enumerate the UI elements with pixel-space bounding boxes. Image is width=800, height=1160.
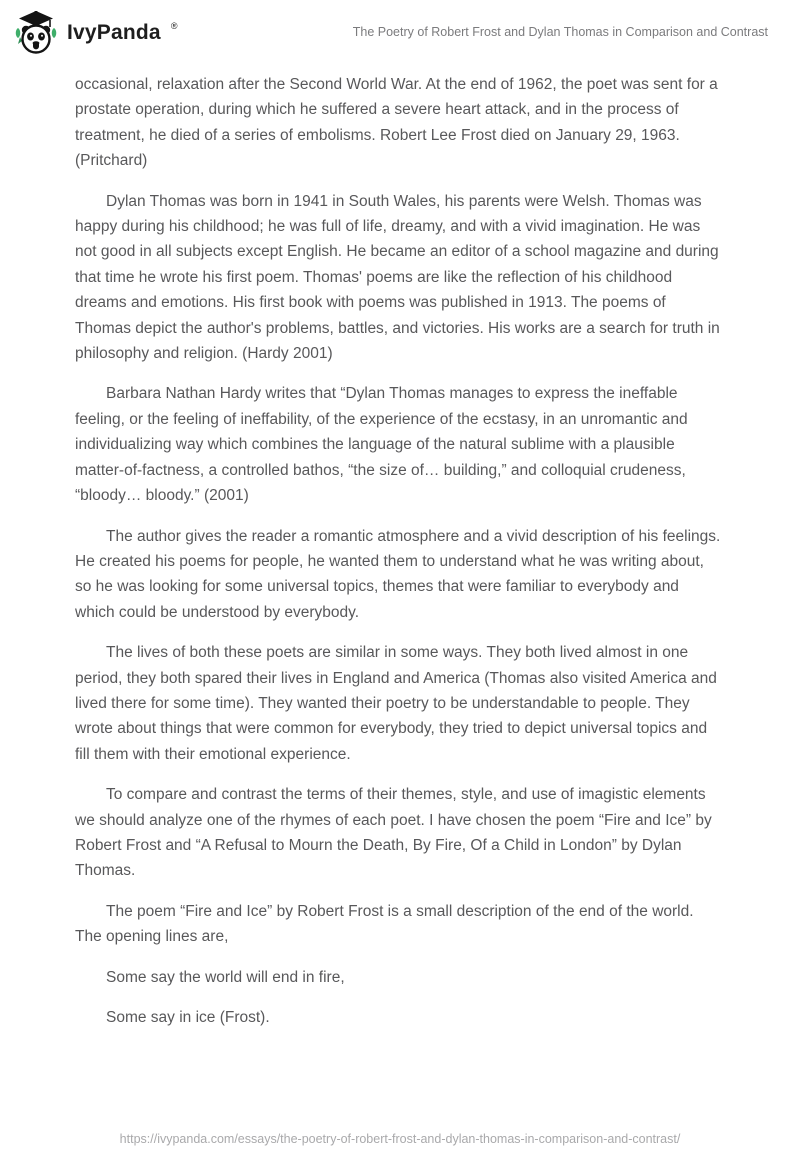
paragraph: To compare and contrast the terms of their themes, style, and use of imagistic elements we should analyze one of the rhymes of each poet. I have chosen the poem “Fire and Ice” by Robert Frost and “A Refusal to Mourn the Death, By Fire, Of a Child in London” by Dylan Thomas. bbox=[75, 786, 712, 880]
paragraph: The poem “Fire and Ice” by Robert Frost is a small description of the end of the world. The opening lines are, bbox=[75, 902, 694, 946]
page-footer bbox=[0, 1130, 800, 1148]
paragraph: Dylan Thomas was born in 1941 in South Wales, his parents were Welsh. Thomas was happy during his childhood; he was full of life, dreamy, and with a vivid imagination. He was not good in all subjects except English. He became an editor of a school magazine and during that time he wrote his first poem. Thomas' poems are like the reflection of his childhood dreams and emotions. His first book with poems was published in 1913. The poems of Thomas depict the author's problems, battles, and victories. His works are a search for truth in philosophy and religion. (Hardy 2001) bbox=[75, 192, 720, 363]
paragraph: The author gives the reader a romantic atmosphere and a vivid description of his feelings. He created his poems for people, he wanted them to understand what he was writing about, so he was looking for some universal topics, themes that were familiar to everybody and which could be understood by everybody. bbox=[75, 527, 721, 621]
registered-mark: ® bbox=[170, 20, 178, 31]
article-body bbox=[0, 62, 800, 1030]
brand-name: IvyPanda bbox=[67, 20, 161, 44]
page-header bbox=[0, 0, 800, 62]
paragraph: The lives of both these poets are similar in some ways. They both lived almost in one period, they both spared their lives in England and America (Thomas also visited America and lived there for some time). They wanted their poetry to be understandable to people. They wrote about things that were common for everybody, they tried to depict universal topics and fill them with their emotional experience. bbox=[75, 644, 717, 763]
brand-link[interactable] bbox=[14, 10, 176, 56]
document-title: The Poetry of Robert Frost and Dylan Thomas in Comparison and Contrast bbox=[352, 25, 768, 40]
source-url-link[interactable]: https://ivypanda.com/essays/the-poetry-of-robert-frost-and-dylan-thomas-in-comparison-and-contrast/ bbox=[119, 1132, 681, 1146]
poem-line: Some say in ice (Frost). bbox=[106, 1009, 270, 1026]
paragraph: occasional, relaxation after the Second World War. At the end of 1962, the poet was sent for a prostate operation, during which he suffered a severe heart attack, and in the process of treatment, he died of a series of embolisms. Robert Lee Frost died on January 29, 1963. (Pritchard) bbox=[75, 76, 718, 170]
ivypanda-logo-icon bbox=[14, 10, 58, 56]
paragraph: Barbara Nathan Hardy writes that “Dylan Thomas manages to express the ineffable feeling, or the feeling of ineffability, of the experience of the ecstasy, in an unromantic and individualizing way which combines the language of the natural sublime with a plausible matter-of-factness, a controlled bathos, “the size of… building,” and colloquial crudeness, “bloody… bloody.” (2001) bbox=[75, 385, 688, 505]
poem-line: Some say the world will end in fire, bbox=[106, 968, 345, 986]
